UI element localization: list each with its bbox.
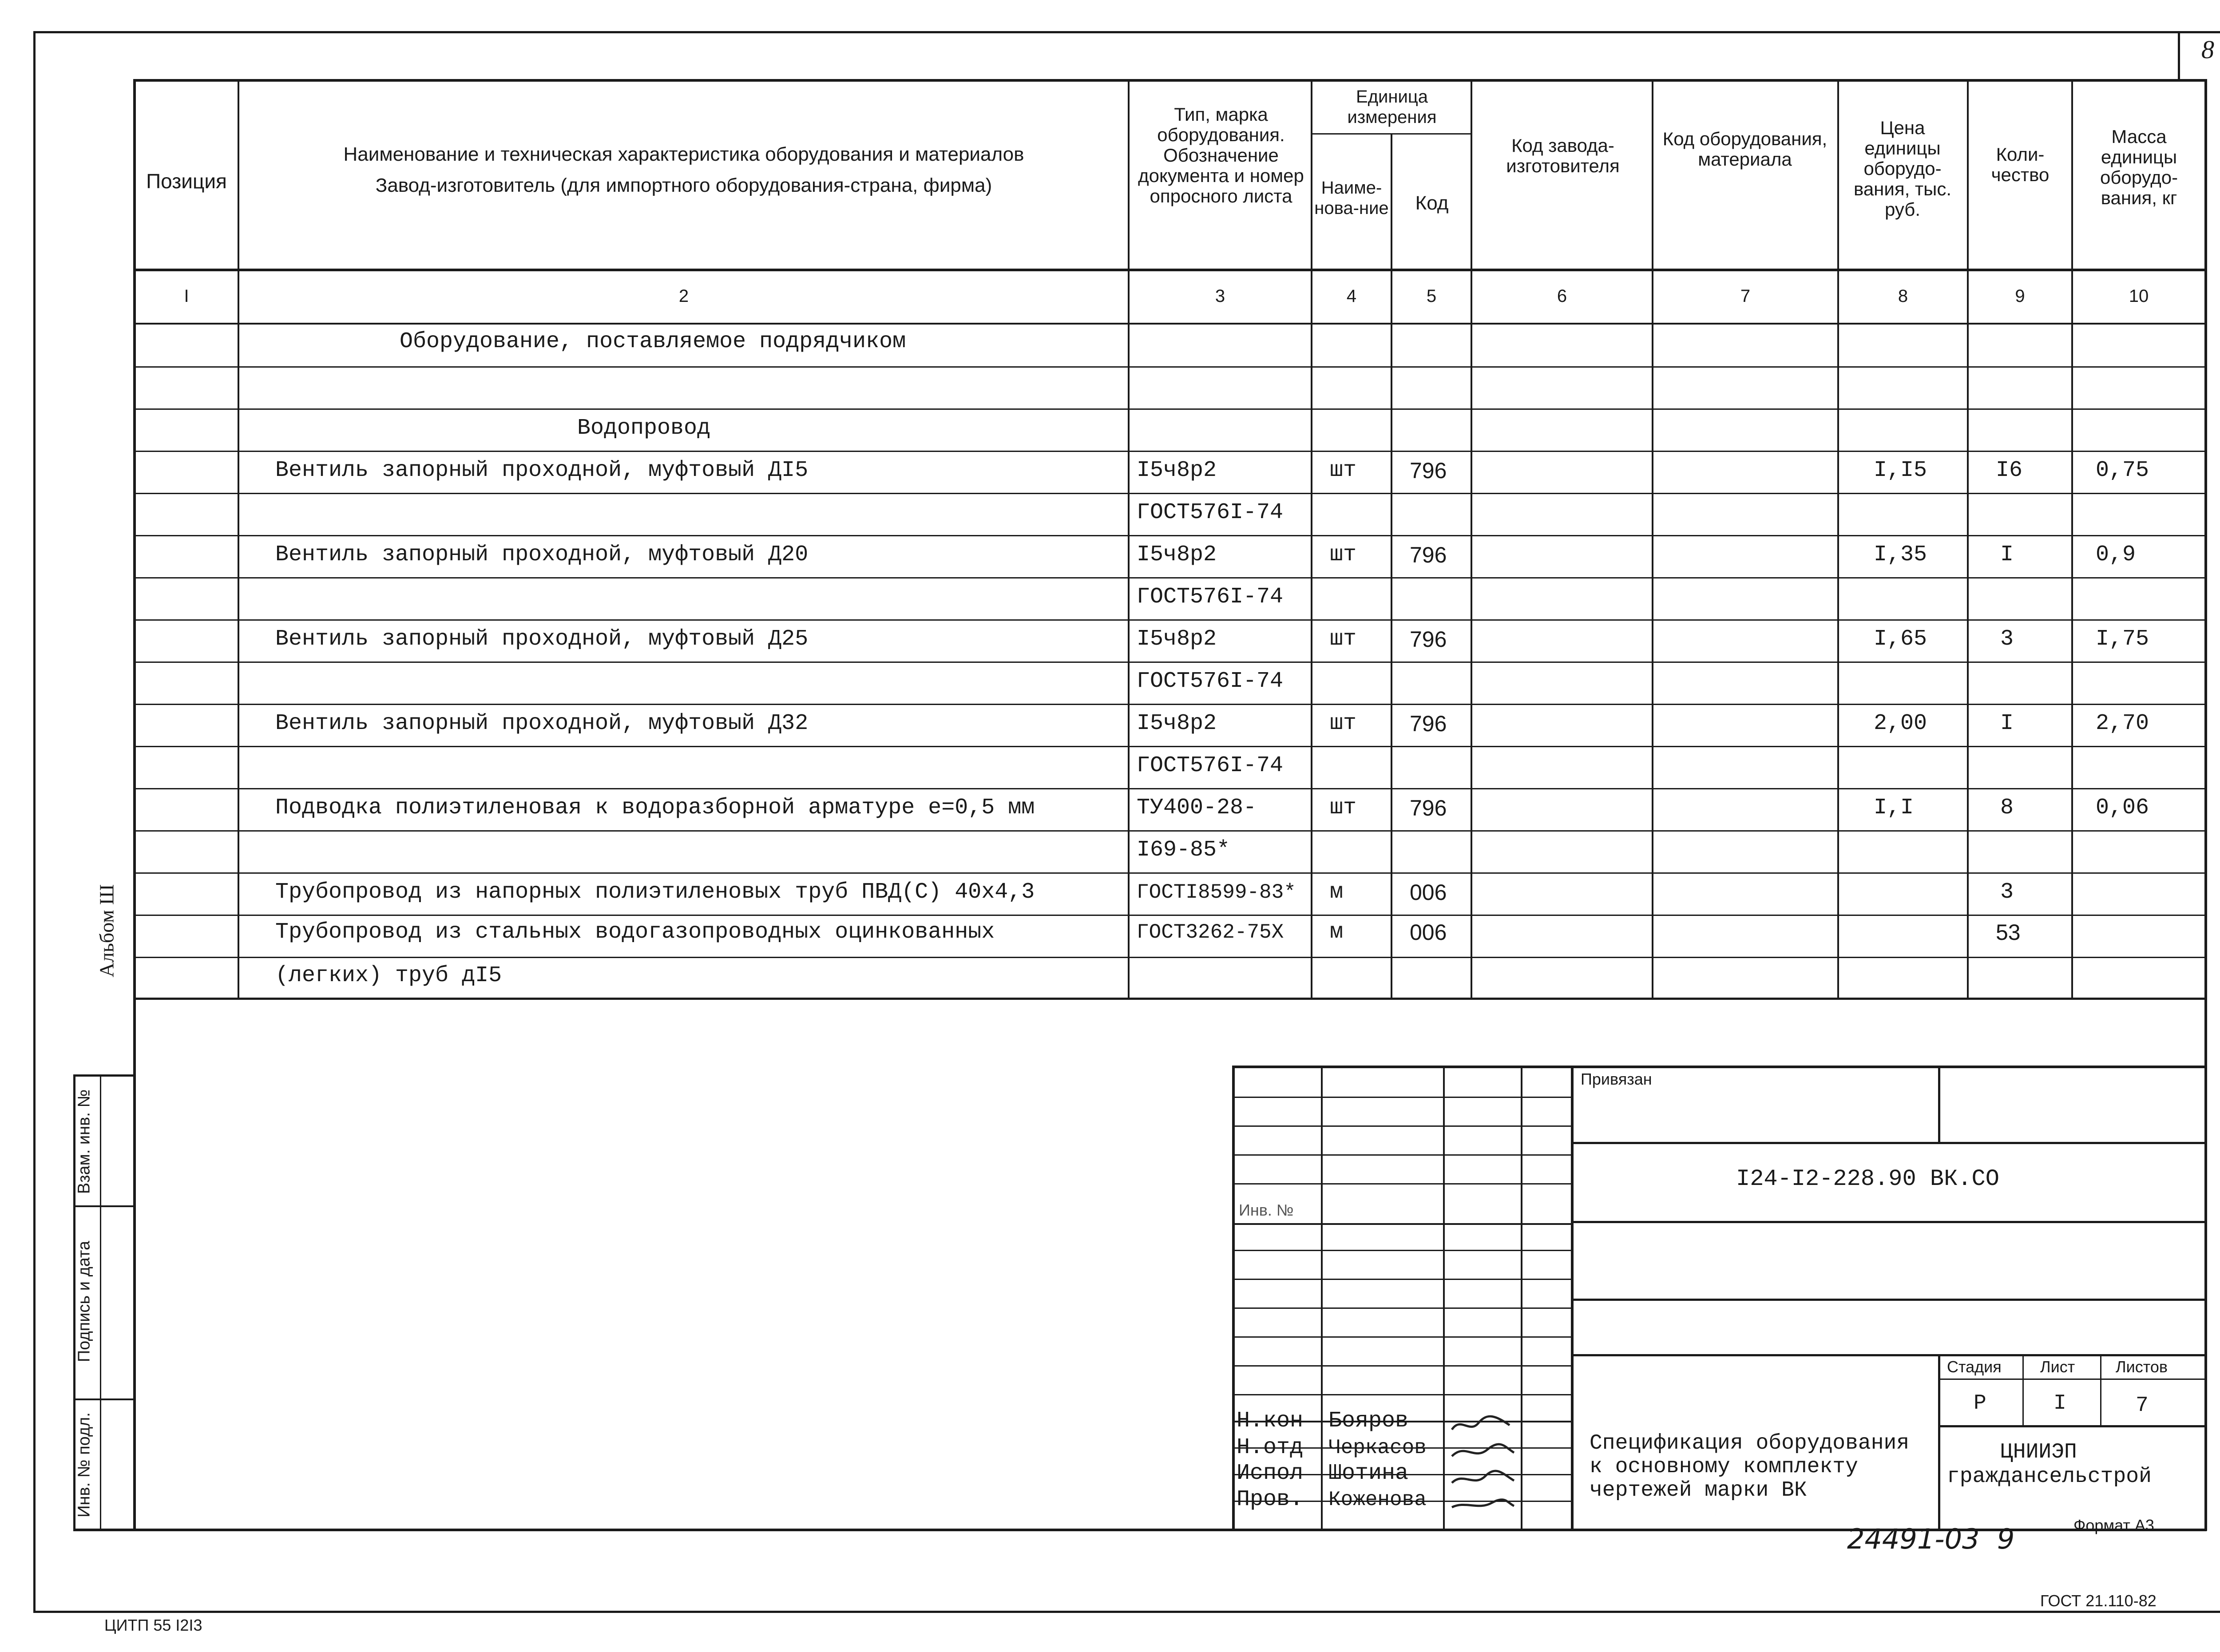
table-row-type: I5ч8р2 [1137,711,1217,736]
table-row-type: ГОСТ3262-75Х [1137,921,1284,944]
row-line [133,830,2207,832]
row-line [133,535,2207,536]
table-row-code: 796 [1410,627,1447,652]
colnum-1: I [184,286,189,306]
tb-stage-label: Стадия [1947,1358,2002,1376]
frame-bottom [33,1611,2220,1613]
colnum-4: 4 [1346,286,1357,306]
stamp-top [73,1074,135,1077]
table-row-type: ГОСТI8599-83* [1137,881,1296,904]
col-sep-4 [1391,133,1392,999]
table-row-code: 006 [1410,920,1447,945]
tb-sheets-label: Листов [2116,1358,2168,1376]
handwritten-number: 24491-03 9 [1847,1523,2015,1555]
colnum-7: 7 [1740,286,1751,306]
header-name-line1: Наименование и техническая характеристика оборудования и материалов [343,143,1024,165]
header-bottom [133,269,2207,271]
tb-org-line: ЦНИИЭП [2000,1440,2077,1464]
table-row-type: ГОСТ576I-74 [1137,753,1284,778]
table-row-mass: 2,70 [2096,711,2149,736]
colnum-8: 8 [1898,286,1908,306]
row-line [133,788,2207,789]
table-row-name: Вентиль запорный проходной, муфтовый Д20 [275,542,809,567]
table-row-mass: 0,75 [2096,458,2149,483]
colnum-10: 10 [2129,286,2149,306]
tb-sheets: 7 [2136,1394,2149,1418]
table-row-type: ГОСТ576I-74 [1137,669,1284,694]
tb-sheet-label: Лист [2040,1358,2075,1376]
row-line [133,451,2207,452]
tb-stage-row2 [1938,1425,2207,1427]
row-line [133,577,2207,578]
table-row-code: 796 [1410,796,1447,820]
row-line [133,872,2207,874]
row-line [133,915,2207,916]
tb-stage-row [1938,1379,2207,1380]
sheet-number: 8 [2201,35,2214,64]
colnum-9: 9 [2015,286,2025,306]
table-row-name: Трубопровод из стальных водогазопроводных оцинкованных [275,919,995,945]
tb-name: Шотина [1328,1461,1409,1486]
table-row-name: Трубопровод из напорных полиэтиленовых труб ПВД(С) 40х4,3 [275,879,1035,905]
tb-right-row2 [1572,1221,2207,1223]
table-row-unit: м [1330,919,1344,945]
tb-row [1232,1336,1572,1338]
tb-doc-code: I24-I2-228.90 ВК.СО [1736,1166,1999,1192]
table-row-type: I5ч8р2 [1137,626,1217,652]
gost-label: ГОСТ 21.110-82 [2040,1592,2157,1610]
tb-sep-right2 [1938,1354,1940,1531]
tb-row [1232,1223,1572,1225]
table-row-code: 796 [1410,458,1447,483]
table-row-mass: 0,9 [2096,542,2136,567]
table-row-price: I,65 [1874,626,1927,652]
stamp-inv-podl: Инв. № подл. [75,1412,94,1517]
header-name-line2: Завод-изготовитель (для импортного оборудования-страна, фирма) [375,174,992,196]
colnum-2: 2 [678,286,689,306]
tb-role: Испол [1237,1461,1304,1486]
col-sep-7 [1837,80,1839,999]
row-line [133,957,2207,958]
stamp-div2 [73,1398,135,1400]
tb-name: Черкасов [1328,1436,1427,1459]
inner-top [133,79,2207,82]
col-sep-6 [1652,80,1653,999]
table-bottom [133,998,2207,1000]
tb-row [1232,1183,1572,1185]
table-row-unit: шт [1330,626,1357,652]
tb-sep-a [1321,1066,1323,1531]
tb-stage: Р [1974,1391,1986,1415]
table-row-qty: I6 [1996,458,2023,483]
tb-doc-title-line: Спецификация оборудования [1590,1431,1910,1455]
table-row-name: Вентиль запорный проходной, муфтовый Д25 [275,626,809,652]
tb-right-row3 [1572,1299,2207,1301]
tb-role: Н.отд [1237,1435,1304,1460]
tb-sep-main [1571,1066,1574,1531]
header-unit-name: Наиме-нова-ние [1314,178,1389,218]
tb-row [1232,1097,1572,1098]
table-row-code: 006 [1410,880,1447,905]
format-label: Формат А3 [2073,1516,2154,1534]
table-row-code: 796 [1410,543,1447,567]
tb-row [1232,1154,1572,1156]
table-row-mass: I,75 [2096,626,2149,652]
table-row-type: I69-85* [1137,837,1230,863]
bottom-left-label: ЦИТП 55 I2I3 [104,1616,202,1634]
stamp-vzam: Взам. инв. № [75,1089,94,1194]
stamp-mid [100,1074,101,1529]
table-row-qty: I [2000,711,2014,736]
tb-right-row1 [1572,1142,2207,1144]
tb-sep-right [1938,1066,1940,1143]
tb-top [1232,1066,2207,1068]
table-row-qty: I [2000,542,2014,567]
row-line [133,746,2207,747]
table-row-unit: шт [1330,711,1357,736]
table-row-mass: 0,06 [2096,795,2149,820]
tb-role: Пров. [1237,1487,1304,1512]
table-row-type: ТУ400-28- [1137,795,1257,820]
tb-stage-sep2 [2100,1354,2101,1425]
header-price: Цена единицы оборудо-вания, тыс. руб. [1853,117,1952,220]
row-line [133,493,2207,494]
row-line [133,366,2207,368]
header-unit-group: Единица измерения [1347,87,1437,127]
header-mass: Масса единицы оборудо-вания, кг [2100,126,2178,208]
tb-stage-sep1 [2022,1354,2024,1425]
album-label: Альбом Ш [95,884,118,978]
tb-sheet: I [2054,1391,2066,1415]
header-factory-code: Код завода-изготовителя [1506,135,1620,176]
tb-sep-c [1521,1066,1522,1531]
row-line [133,619,2207,621]
col-sep-5 [1471,80,1472,999]
table-row-type: ГОСТ576I-74 [1137,500,1284,525]
table-row-unit: шт [1330,795,1357,820]
table-row-section-title: Оборудование, поставляемое подрядчиком [400,329,906,354]
tb-name: Бояров [1328,1408,1409,1434]
table-row-group-title: Водопровод [577,416,711,441]
table-row-name: (легких) труб дI5 [275,963,502,988]
header-unit-code: Код [1415,192,1449,214]
header-type: Тип, марка оборудования. Обозначение документа и номер опросного листа [1138,104,1304,206]
colnum-5: 5 [1426,286,1437,306]
col-sep-1 [238,80,239,999]
stamp-podpis: Подпись и дата [75,1240,94,1363]
signature-icon [1447,1412,1518,1514]
colnum-bottom [133,323,2207,325]
tb-inv-no: Инв. № [1239,1201,1294,1219]
table-row-name: Вентиль запорный проходной, муфтовый Д32 [275,711,809,736]
tb-doc-title-line: к основному комплекту [1590,1455,1858,1479]
inner-right [2204,79,2207,1531]
col-sep-3 [1311,80,1312,999]
table-row-price: I,I [1874,795,1914,820]
table-row-price: I,35 [1874,542,1927,567]
tb-row [1232,1394,1572,1395]
col-sep-8 [1967,80,1969,999]
table-row-name: Подводка полиэтиленовая к водоразборной арматуре е=0,5 мм [275,795,1035,820]
header-material-code: Код оборудования, материала [1662,128,1828,170]
tb-right-row4 [1572,1354,2207,1356]
col-sep-9 [2071,80,2073,999]
tb-row [1232,1307,1572,1309]
col-sep-2 [1128,80,1130,999]
tb-doc-title-line: чертежей марки ВК [1590,1478,1807,1502]
row-line [133,662,2207,663]
table-row-type: I5ч8р2 [1137,458,1217,483]
tb-row [1232,1365,1572,1367]
table-row-type: I5ч8р2 [1137,542,1217,567]
table-row-code: 796 [1410,711,1447,736]
tb-name: Коженова [1328,1488,1427,1511]
tb-privyazan: Привязан [1581,1070,1652,1088]
tb-row [1232,1250,1572,1251]
header-position: Позиция [146,170,227,193]
table-row-price: 2,00 [1874,711,1927,736]
row-line [133,704,2207,705]
table-row-qty: 3 [2000,626,2014,652]
table-row-qty: 8 [2000,795,2014,820]
colnum-3: 3 [1215,286,1225,306]
table-row-qty: 53 [1996,920,2021,945]
sheet-box-left [2178,31,2180,80]
stamp-div1 [73,1205,135,1207]
table-row-unit: м [1330,879,1344,905]
table-row-type: ГОСТ576I-74 [1137,584,1284,610]
frame-left [33,31,36,1612]
frame-top [33,31,2220,33]
table-row-price: I,I5 [1874,458,1927,483]
table-row-name: Вентиль запорный проходной, муфтовый ДI5 [275,458,809,483]
tb-sep-b [1443,1066,1445,1531]
tb-left [1232,1066,1235,1531]
tb-org-line: граждансельстрой [1947,1465,2152,1489]
table-row-unit: шт [1330,458,1357,483]
tb-row [1232,1125,1572,1127]
tb-role: Н.кон [1237,1408,1304,1434]
tb-row [1232,1279,1572,1280]
header-quantity: Коли-чество [1991,144,2050,185]
table-row-qty: 3 [2000,879,2014,905]
colnum-6: 6 [1557,286,1567,306]
table-row-unit: шт [1330,542,1357,567]
row-line [133,408,2207,410]
